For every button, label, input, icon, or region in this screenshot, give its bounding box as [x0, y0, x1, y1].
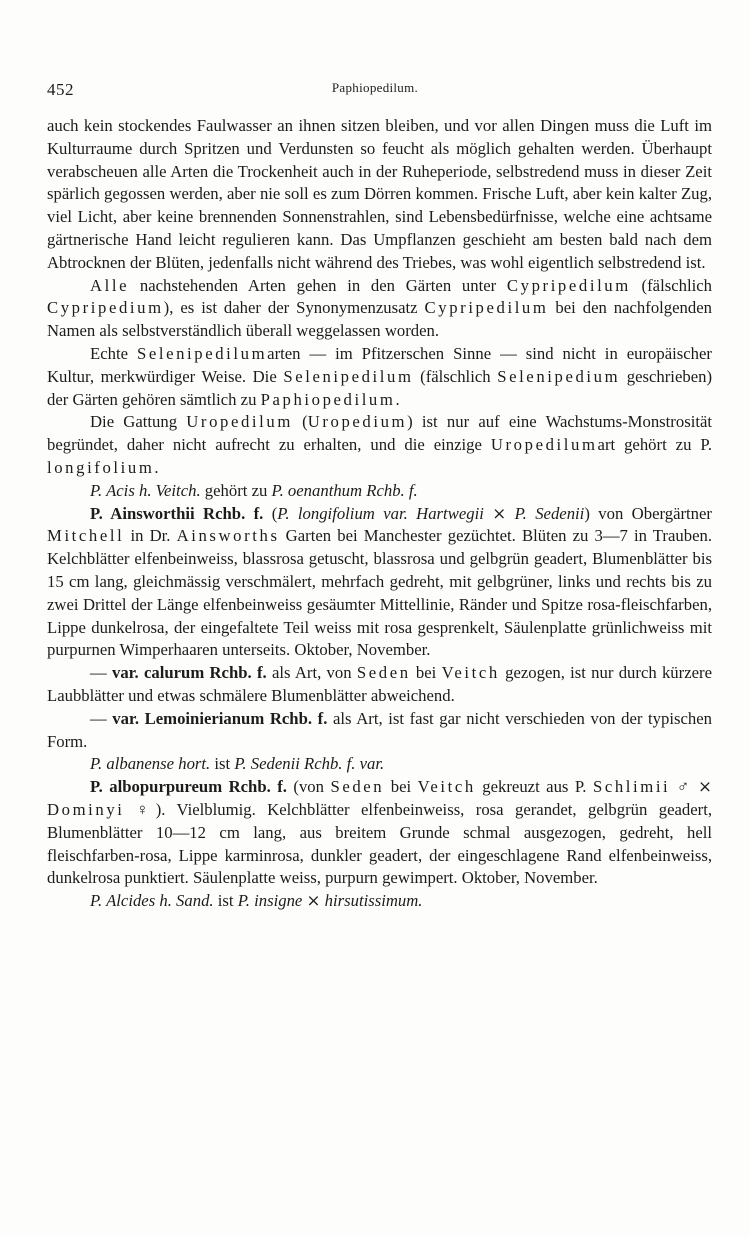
spaced-word: Ainsworths	[176, 526, 280, 546]
entry-heading: P. albopurpureum Rchb. f.	[90, 777, 287, 797]
paragraph-culture-notes	[47, 115, 712, 275]
hybrid-cross-sign: ⨯	[483, 503, 515, 523]
running-head: Paphiopedilum.	[331, 80, 419, 95]
paragraph-text: auch kein stockendes Faulwasser an ihnen sitzen bleiben, und vor allen Dingen muss die Luft im Kulturraume durch Spritzen und Verdunsten so feucht als möglich gehalten werden. Überhaupt verabscheuen alle Arten die Trockenheit auch in der Ruheperiode, selbstredend muss in dieser Zeit spärlich gegossen werden, aber nie soll es zum Dörren kommen. Frische Luft, aber kein kalter Zug, viel Licht, aber keine brennenden Sonnenstrahlen, sind Lebensbedürfnisse, welche eine achtsame gärtnerische Hand leicht regulieren kann. Das Umpflanzen geschieht am besten bald nach dem Abtrocknen der Blüten, jedenfalls nicht während des Triebes, was wohl eigentlich selbstredend ist.	[47, 116, 712, 272]
text-run: geschrieben) der Gärten gehören sämtlich zu	[47, 366, 713, 409]
entry-p-acis	[47, 480, 712, 503]
text-run: (von	[286, 777, 331, 797]
text-run: Die Gattung	[90, 412, 187, 432]
entry-p-albopurpureum	[47, 776, 712, 890]
text-run: Echte	[90, 343, 137, 363]
spaced-word: Uropedilum	[490, 435, 598, 455]
spaced-word: Cypripedilum	[424, 298, 549, 318]
entry-var-lemoinierianum	[47, 708, 712, 754]
male-cross-sign: ♂ ⨯	[670, 777, 712, 797]
text-run: bei den nachfolgenden Namen als selbstverständlich überall weggelassen worden.	[47, 298, 712, 341]
spaced-word: Veitch	[417, 777, 476, 797]
text-run: (fälschlich	[413, 366, 498, 386]
text-run: gehört zu	[200, 480, 272, 500]
body-text	[47, 115, 712, 913]
text-run: bei	[384, 777, 418, 797]
hybrid-cross-sign: ⨯	[302, 891, 325, 911]
text-run: ). Vielblumig. Kelchblätter elfenbeinweiss, rosa gerandet, gelbgrün geadert, Blumenblätter 10—12 cm lang, aus breitem Grunde schmal ausgezogen, gedreht, hell fleischfarben-rosa, Lippe karminrosa, dunkler geadert, der eingeschlagene Rand elfenbeinweiss, dunkelrosa punktiert. Säulenplatte weiss, purpurn gewimpert. Oktober, November.	[47, 799, 712, 888]
text-run: —	[90, 708, 113, 728]
species-name: P. oenanthum Rchb. f.	[271, 480, 418, 500]
species-name: hirsutissimum.	[324, 891, 423, 911]
spaced-word: Veitch	[441, 663, 500, 683]
paragraph-uropedilum	[47, 411, 712, 479]
species-name: P. Sedenii Rchb. f. var.	[234, 754, 385, 774]
paragraph-selenipedilum	[47, 343, 712, 411]
species-name: P. insigne	[237, 891, 303, 911]
spaced-word: Schlimii	[592, 777, 671, 797]
species-name: P. Acis h. Veitch.	[90, 480, 201, 500]
entry-p-alcides	[47, 890, 712, 913]
species-name: P. longifolium var. Hartwegii	[277, 503, 484, 523]
spaced-word: Selenipedilum	[136, 343, 268, 363]
text-run: arten — im Pfitzerschen Sinne — sind nicht in europäischer Kultur, merkwürdiger Weise. Die	[47, 343, 712, 386]
entry-p-albanense	[47, 753, 712, 776]
species-name: P. Alcides h. Sand.	[90, 891, 214, 911]
spaced-word: Dominyi	[47, 799, 125, 819]
spaced-word: Selenipedilum	[283, 366, 414, 386]
spaced-word: Paphiopedilum	[260, 389, 396, 409]
entry-heading: var. Lemoinierianum Rchb. f.	[112, 708, 328, 728]
entry-heading: var. calurum Rchb. f.	[111, 663, 267, 683]
text-run: gekreuzt aus P.	[475, 777, 593, 797]
text-run: Garten bei Manchester gezüchtet. Blüten zu 3—7 in Trauben. Kelchblätter elfenbeinweiss, blassrosa getuscht, blassrosa und gelbgrün geadert, Blumenblätter bis 15 cm lang, gleichmässig verschmälert, mehrfach gedreht, mit gelbgrüner, links und rechts bis zu zwei Drittel der Länge elfenbeinweiss gesäumter Mittellinie, Ränder und Spitze rosa-fleischfarben, Lippe dunkelrosa, der eingefaltete Teil weiss mit rosa gesprenkelt, Säulenplatte grünlichweiss mit purpurnen Wimperhaaren unterseits. Oktober, November.	[47, 526, 712, 660]
text-run: (	[292, 412, 308, 432]
spaced-word: Cypripedilum	[506, 275, 631, 295]
text-run: (	[263, 503, 278, 523]
text-run: als Art, ist fast gar nicht verschieden von der typischen Form.	[47, 708, 712, 751]
text-run: —	[90, 663, 112, 683]
text-run: nachstehenden Arten gehen in den Gärten unter	[129, 275, 507, 295]
text-run: ist	[210, 754, 235, 774]
spaced-word: Mitchell	[47, 526, 125, 546]
paragraph-synonym-note	[47, 275, 712, 343]
text-run: bei	[410, 663, 442, 683]
text-run: .	[154, 457, 159, 477]
entry-var-calurum	[47, 662, 712, 708]
text-run: ), es ist daher der Synonymenzusatz	[163, 298, 425, 318]
text-run: in Dr.	[124, 526, 177, 546]
spaced-word: Alle	[90, 275, 130, 295]
spaced-word: Uropedium	[307, 412, 408, 432]
entry-p-ainsworthii	[47, 503, 712, 663]
spaced-word: Cypripedium	[47, 298, 164, 318]
spaced-word: Uropedilum	[186, 412, 293, 432]
spaced-word: Seden	[330, 777, 385, 797]
entry-heading: P. Ainsworthii Rchb. f.	[90, 503, 264, 523]
text-run: art gehört zu P.	[597, 435, 712, 455]
text-run: ) ist nur auf eine Wachstums-Monstrosität begründet, daher nicht aufrecht zu erhalten, und die einzige	[47, 412, 713, 455]
text-run: ist	[213, 891, 238, 911]
species-name: P. albanense hort.	[90, 754, 211, 774]
spaced-word: Selenipedium	[497, 366, 621, 386]
female-sign: ♀	[124, 799, 156, 819]
page-number: 452	[47, 80, 74, 99]
text-run: gezogen, ist nur durch kürzere Laubblätter und etwas schmälere Blumenblätter abweichend.	[47, 663, 712, 705]
text-run: .	[395, 389, 400, 409]
text-run: ) von Obergärtner	[584, 503, 712, 523]
text-run: als Art, von	[266, 663, 357, 683]
spaced-word: longifolium	[47, 457, 155, 477]
text-run: (fälschlich	[630, 275, 712, 295]
spaced-word: Seden	[356, 663, 411, 683]
species-name: P. Sedenii	[514, 503, 585, 523]
